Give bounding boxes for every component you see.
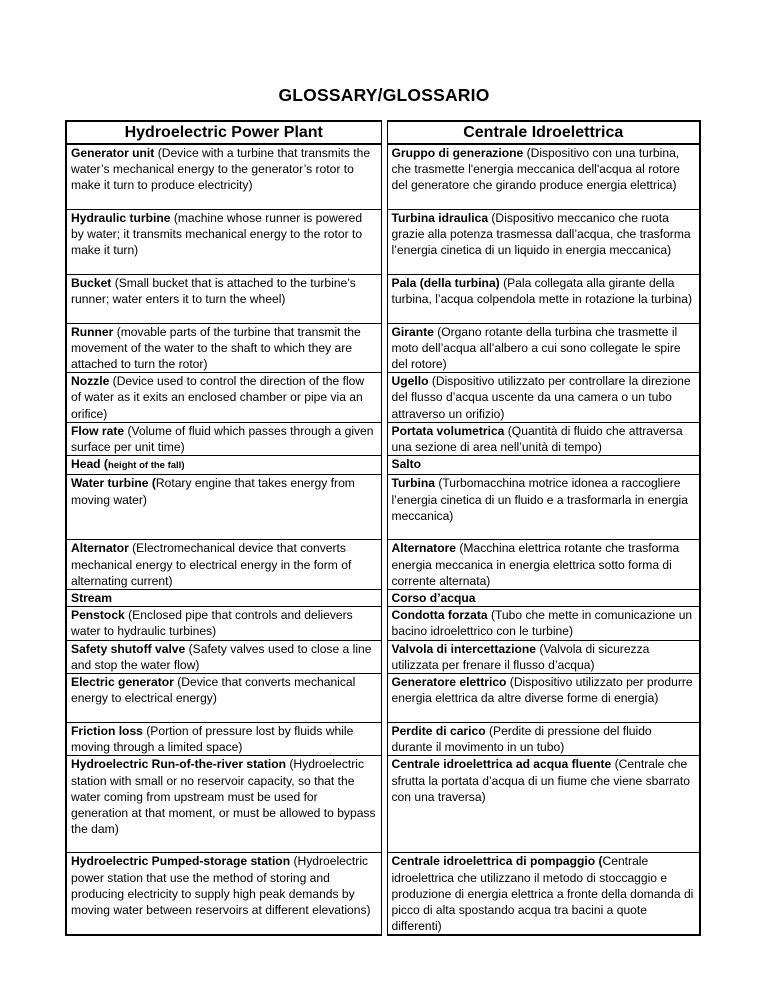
italian-term: Turbina idraulica	[391, 210, 489, 225]
italian-definition: (Dispositivo con una turbina, che trasmette l'energia meccanica dell'acqua al rotore del generatore che girando produce energia elettrica)	[391, 146, 680, 193]
english-definition: (Device that converts mechanical energy to electrical energy)	[71, 674, 356, 706]
table-row	[66, 323, 700, 373]
english-term: Bucket	[71, 275, 112, 290]
english-entry	[66, 640, 381, 673]
english-entry	[66, 323, 381, 373]
italian-definition: (Dispositivo utilizzato per produrre energia elettrica da altre diverse forme di energia)	[391, 674, 693, 706]
english-term-note: height of the fall)	[107, 460, 185, 472]
italian-definition: (Macchina elettrica rotante che trasforma energia meccanica in energia elettrica sotto forma di corrente alternata)	[391, 541, 680, 588]
table-row	[66, 756, 700, 853]
english-term: Alternator	[71, 541, 129, 556]
english-definition: Rotary engine that takes energy from moving water)	[71, 476, 355, 507]
english-entry	[66, 475, 381, 540]
english-definition: (Enclosed pipe that controls and delievers water to hydraulic turbines)	[71, 608, 353, 639]
italian-definition: (Quantità di fluido che attraversa una sezione di area nell’unità di tempo)	[391, 423, 683, 454]
italian-term: Turbina	[391, 476, 435, 491]
english-term: Stream	[71, 590, 113, 605]
english-definition: (Safety valves used to close a line and stop the water flow)	[71, 641, 372, 672]
header-row	[66, 121, 700, 144]
page-title: GLOSSARY/GLOSSARIO	[278, 85, 490, 105]
italian-definition: (Centrale che sfrutta la portata d’acqua di un fiume che viene sbarrato con una traversa)	[391, 757, 690, 804]
italian-definition: (Valvola di sicurezza utilizzata per frenare il flusso d’acqua)	[391, 641, 650, 672]
table-row	[66, 589, 700, 606]
english-definition: (Volume of fluid which passes through a given surface per unit time)	[71, 423, 374, 454]
italian-entry	[387, 323, 700, 373]
table-row	[66, 673, 700, 722]
italian-term: Pala (della turbina)	[391, 275, 500, 290]
table-row	[66, 373, 700, 423]
table-row	[66, 540, 700, 590]
header-english: Hydroelectric Power Plant	[66, 121, 381, 144]
italian-entry	[387, 756, 700, 853]
english-definition: (Hydroelectric power station that use the method of storing and producing electricity to supply high peak demands by moving water between reservoirs at different elevations)	[71, 854, 371, 917]
english-entry	[66, 209, 381, 274]
italian-term: Corso d’acqua	[391, 590, 476, 605]
italian-entry	[387, 373, 700, 423]
english-term: Runner	[71, 324, 114, 339]
english-entry	[66, 422, 381, 455]
italian-definition: (Dispositivo utilizzato per controllare la direzione del flusso d’acqua uscente da una camera o un tubo attraverso un orifizio)	[391, 374, 691, 421]
italian-entry	[387, 209, 700, 274]
english-entry	[66, 456, 381, 475]
english-entry	[66, 756, 381, 853]
italian-term: Alternatore	[391, 541, 457, 556]
english-term: Head (	[71, 457, 108, 472]
english-definition: (Electromechanical device that converts mechanical energy to electrical energy in the form of alternating current)	[71, 541, 352, 588]
italian-entry	[387, 607, 700, 640]
italian-term: Gruppo di generazione	[391, 146, 524, 160]
english-entry	[66, 144, 381, 209]
italian-term: Generatore elettrico	[391, 674, 507, 689]
header-italian: Centrale Idroelettrica	[387, 121, 700, 144]
english-definition: (Device used to control the direction of the flow of water as it exits an enclosed chamber or pipe via an orifice)	[71, 374, 365, 421]
italian-entry	[387, 722, 700, 755]
table-row	[66, 722, 700, 755]
glossary-table	[65, 120, 701, 936]
english-term: Water turbine (	[71, 476, 156, 491]
english-term: Generator unit	[71, 146, 155, 160]
table-row	[66, 274, 700, 323]
english-definition: (machine whose runner is powered by water; it transmits mechanical energy to the rotor to make it turn)	[71, 210, 363, 257]
italian-definition: (Perdite di pressione del fluido durante il movimento in un tubo)	[391, 723, 652, 755]
table-row	[66, 456, 700, 475]
english-term: Hydroelectric Run-of-the-river station	[71, 757, 287, 772]
italian-entry	[387, 589, 700, 606]
italian-entry	[387, 475, 700, 540]
italian-definition: (Turbomacchina motrice idonea a raccogliere l’energia cinetica di un fluido e a trasformarla in energia meccanica)	[391, 476, 688, 523]
italian-entry	[387, 540, 700, 590]
italian-definition: (Tubo che mette in comunicazione un bacino idroelettrico con le turbine)	[391, 608, 693, 639]
italian-definition: (Dispositivo meccanico che ruota grazie alla potenza trasmessa dall’acqua, che trasforma l’energia cinetica di un liquido in energia meccanica)	[391, 210, 691, 257]
english-term: Penstock	[71, 608, 125, 623]
english-entry	[66, 853, 381, 936]
italian-entry	[387, 274, 700, 323]
italian-definition: Centrale idroelettrica che utilizzano il metodo di stoccaggio e produzione di energia elettrica a fronte della domanda di picco di alta spostando acqua tra bacini a quote differenti)	[391, 854, 694, 934]
italian-term: Ugello	[391, 374, 429, 389]
italian-entry	[387, 422, 700, 455]
english-term: Electric generator	[71, 674, 174, 689]
italian-entry	[387, 640, 700, 673]
table-row	[66, 209, 700, 274]
italian-entry	[387, 673, 700, 722]
table-row	[66, 607, 700, 640]
english-definition: (Small bucket that is attached to the turbine’s runner; water enters it to turn the wheel)	[71, 275, 356, 306]
english-definition: (Hydroelectric station with small or no reservoir capacity, so that the water coming from upstream must be used for generation at that moment, or must be allowed to bypass the dam)	[71, 757, 376, 837]
english-entry	[66, 274, 381, 323]
table-row	[66, 422, 700, 455]
table-row	[66, 475, 700, 540]
english-entry	[66, 373, 381, 423]
italian-term: Centrale idroelettrica ad acqua fluente	[391, 757, 612, 772]
english-entry	[66, 607, 381, 640]
english-term: Flow rate	[71, 423, 125, 438]
italian-term: Girante	[391, 324, 434, 339]
english-definition: (Device with a turbine that transmits the water’s mechanical energy to the generator’s rotor to make it turn to produce electricity)	[71, 146, 371, 193]
italian-term: Valvola di intercettazione	[391, 641, 536, 656]
english-entry	[66, 589, 381, 606]
english-term: Nozzle	[71, 374, 110, 389]
italian-entry	[387, 853, 700, 936]
english-definition: (movable parts of the turbine that transmit the movement of the water to the shaft to which they are attached to turn the rotor)	[71, 324, 361, 371]
italian-term: Perdite di carico	[391, 723, 486, 738]
italian-term: Portata volumetrica	[391, 423, 505, 438]
italian-term: Condotta forzata	[391, 608, 488, 623]
italian-entry	[387, 456, 700, 475]
table-row	[66, 640, 700, 673]
english-definition: (Portion of pressure lost by fluids while moving through a limited space)	[71, 723, 354, 755]
table-row	[66, 144, 700, 209]
italian-term: Salto	[391, 457, 422, 472]
italian-definition: (Organo rotante della turbina che trasmette il moto dell’acqua all’albero a cui sono collegate le spire del rotore)	[391, 324, 681, 371]
table-row	[66, 853, 700, 936]
english-term: Friction loss	[71, 723, 143, 738]
english-term: Hydroelectric Pumped-storage station	[71, 854, 291, 869]
italian-term: Centrale idroelettrica di pompaggio (	[391, 854, 603, 869]
english-term: Safety shutoff valve	[71, 641, 186, 656]
english-entry	[66, 673, 381, 722]
english-term: Hydraulic turbine	[71, 210, 171, 225]
italian-definition: (Pala collegata alla girante della turbina, l’acqua colpendola mette in rotazione la turbina)	[391, 275, 693, 306]
english-entry	[66, 722, 381, 755]
english-entry	[66, 540, 381, 590]
italian-entry	[387, 144, 700, 209]
